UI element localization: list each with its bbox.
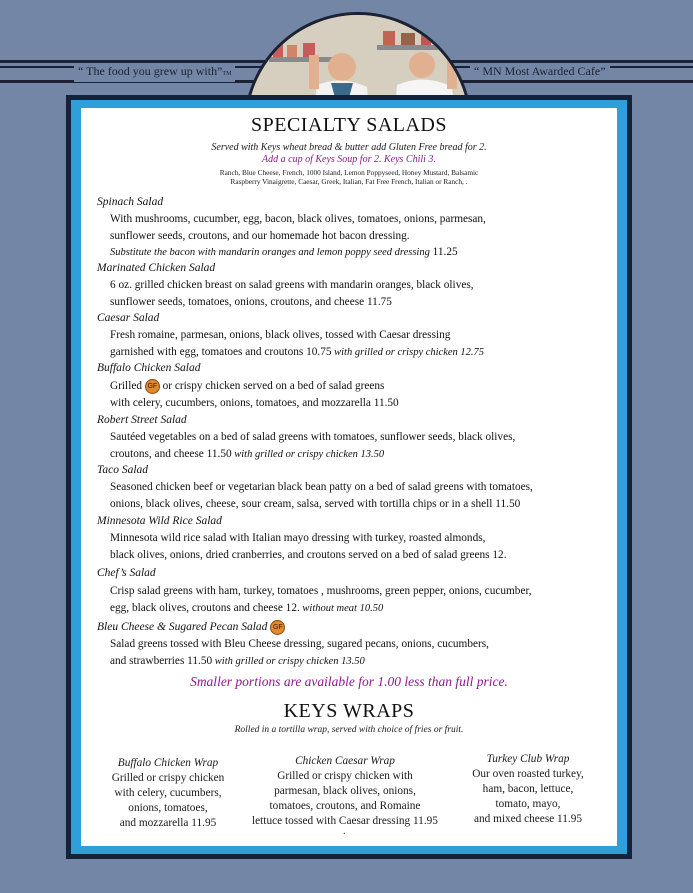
salad-description: 6 oz. grilled chicken breast on salad greens with mandarin oranges, black olives, sunflower seeds, tomatoes, onions, croutons, and cheese 11.75 (110, 279, 474, 308)
salad-description: Seasoned chicken beef or vegetarian black bean patty on a bed of salad greens with tomatoes, onions, black olives, cheese, sour cream, salsa, served with tortilla chips or in a shell 11.50 (110, 481, 533, 510)
wrap-item: Chicken Caesar Wrap Grilled or crispy chicken with parmesan, black olives, onions, tomatoes, croutons, and Romaine lettuce tossed with Caesar dressing 11.95 (252, 755, 438, 827)
salads-served-note: Served with Keys wheat bread & butter add Gluten Free bread for 2. (211, 142, 487, 153)
salad-name: Taco Salad (97, 464, 149, 476)
salad-description: With mushrooms, cucumber, egg, bacon, black olives, tomatoes, onions, parmesan, sunflower seeds, croutons, and our homemade hot bacon dressing. Substitute the bacon with mandarin oranges and lemon poppy seed dressing 11.25 (110, 213, 486, 258)
salad-name: Robert Street Salad (97, 414, 187, 426)
salad-name: Chef’s Salad (97, 567, 156, 579)
smaller-portions-note: Smaller portions are available for 1.00 less than full price. (190, 674, 508, 689)
gluten-free-badge: GF (145, 379, 160, 394)
wrap-item: Buffalo Chicken Wrap Grilled or crispy chicken with celery, cucumbers, onions, tomatoes, and mozzarella 11.95 (111, 757, 225, 829)
salad-name: Marinated Chicken Salad (97, 262, 216, 274)
wraps-note: Rolled in a tortilla wrap, served with choice of fries or fruit. (234, 725, 464, 735)
wrap-item: Turkey Club Wrap Our oven roasted turkey, ham, bacon, lettuce, tomato, mayo, and mixed cheese 11.95 (472, 753, 584, 825)
dressings-line: Ranch, Blue Cheese, French, 1000 Island, Lemon Poppyseed, Honey Mustard, Balsamic (219, 168, 479, 177)
salad-description: Sautéed vegetables on a bed of salad greens with tomatoes, sunflower seeds, black olives, croutons, and cheese 11.50 with grilled or crispy chicken 13.50 (110, 431, 516, 460)
salad-name: Buffalo Chicken Salad (97, 362, 201, 374)
salad-name: Minnesota Wild Rice Salad (97, 515, 222, 527)
salad-name: Spinach Salad (97, 196, 164, 208)
salad-description: Fresh romaine, parmesan, onions, black olives, tossed with Caesar dressing garnished with egg, tomatoes and croutons 10.75 with grilled or crispy chicken 12.75 (110, 329, 485, 358)
salad-description: Minnesota wild rice salad with Italian mayo dressing with turkey, roasted almonds, black olives, onions, dried cranberries, and croutons served on a bed of salad greens 12. (110, 532, 507, 561)
salads-soup-note: Add a cup of Keys Soup for 2. Keys Chili 3. (262, 154, 436, 165)
tagline-right: “ MN Most Awarded Cafe” (470, 64, 610, 79)
footer-dot: . (343, 826, 346, 837)
salad-description: Grilled GF or crispy chicken served on a bed of salad greens with celery, cucumbers, onions, tomatoes, and mozzarella 11.50 (110, 380, 399, 409)
dressings-line: Raspberry Vinaigrette, Caesar, Greek, Italian, Fat Free French, Italian or Ranch, . (230, 177, 468, 186)
menu-page (81, 108, 617, 846)
salad-description: Salad greens tossed with Bleu Cheese dressing, sugared pecans, onions, cucumbers, and strawberries 11.50 with grilled or crispy chicken 13.50 (110, 638, 489, 667)
tagline-left: “ The food you grew up with”TM (74, 64, 235, 82)
gluten-free-badge: GF (270, 620, 285, 635)
wraps-title: KEYS WRAPS (283, 700, 415, 722)
salad-name: Bleu Cheese & Sugared Pecan Salad GF (97, 620, 285, 635)
salads-title: SPECIALTY SALADS (251, 114, 447, 136)
salad-name: Caesar Salad (97, 312, 160, 324)
salad-description: Crisp salad greens with ham, turkey, tomatoes , mushrooms, green pepper, onions, cucumber, egg, black olives, croutons and cheese 12. without meat 10.50 (110, 585, 532, 614)
